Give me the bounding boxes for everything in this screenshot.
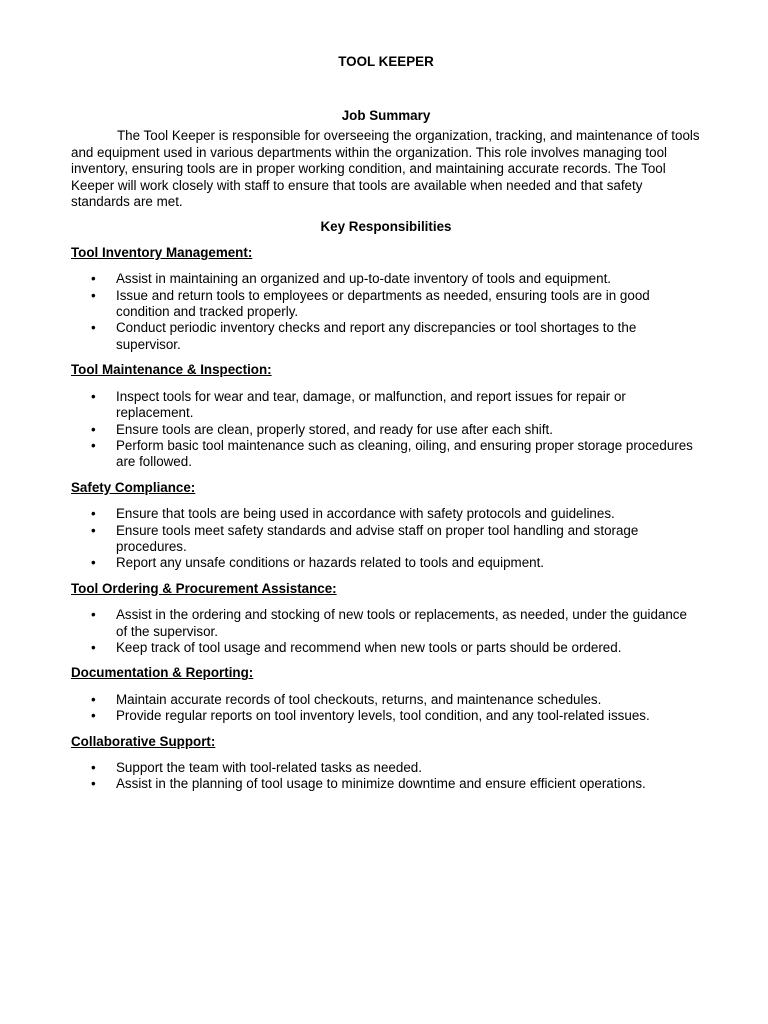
- list-item: [71, 288, 701, 321]
- bullet-icon: •: [91, 522, 96, 538]
- section-heading: Documentation & Reporting:: [71, 665, 254, 681]
- section-heading: Collaborative Support:: [71, 733, 216, 749]
- section-tool-maintenance-inspection: [71, 362, 701, 470]
- list-item-text: Maintain accurate records of tool checkouts, returns, and maintenance schedules.: [116, 691, 602, 707]
- bullet-list: [71, 506, 701, 572]
- list-item-text: Conduct periodic inventory checks and report any discrepancies or tool shortages to the supervisor.: [116, 320, 637, 352]
- bullet-list: [71, 607, 701, 656]
- list-item: [71, 640, 701, 656]
- list-item-text: Ensure tools are clean, properly stored, and ready for use after each shift.: [116, 421, 553, 437]
- bullet-list: [71, 271, 701, 353]
- bullet-icon: •: [91, 320, 96, 336]
- document-page: [71, 54, 701, 793]
- bullet-icon: •: [91, 506, 96, 522]
- bullet-icon: •: [91, 760, 96, 775]
- bullet-icon: •: [91, 421, 96, 437]
- list-item: [71, 271, 701, 287]
- bullet-icon: •: [91, 388, 96, 404]
- bullet-list: [71, 760, 701, 793]
- section-heading: Safety Compliance:: [71, 479, 196, 495]
- list-item: [71, 555, 701, 571]
- section-safety-compliance: [71, 480, 701, 572]
- list-item-text: Provide regular reports on tool inventory levels, tool condition, and any tool-related issues.: [116, 708, 650, 724]
- list-item: [71, 320, 701, 353]
- list-item: [71, 607, 701, 640]
- list-item-text: Keep track of tool usage and recommend when new tools or parts should be ordered.: [116, 639, 622, 655]
- bullet-icon: •: [91, 555, 96, 571]
- list-item: [71, 506, 701, 522]
- bullet-icon: •: [91, 437, 96, 453]
- list-item-text: Ensure tools meet safety standards and advise staff on proper tool handling and storage procedures.: [116, 522, 639, 554]
- list-item-text: Inspect tools for wear and tear, damage, or malfunction, and report issues for repair or replacement.: [116, 388, 626, 421]
- document-title: TOOL KEEPER: [338, 54, 434, 69]
- section-heading: Tool Inventory Management:: [71, 244, 253, 260]
- section-heading: Tool Ordering & Procurement Assistance:: [71, 580, 337, 596]
- list-item: [71, 438, 701, 471]
- list-item-text: Issue and return tools to employees or departments as needed, ensuring tools are in good condition and tracked properly.: [116, 287, 650, 320]
- bullet-icon: •: [91, 708, 96, 724]
- list-item: [71, 776, 701, 792]
- section-heading: Tool Maintenance & Inspection:: [71, 362, 272, 378]
- bullet-icon: •: [91, 287, 96, 303]
- list-item: [71, 523, 701, 556]
- list-item-text: Perform basic tool maintenance such as cleaning, oiling, and ensuring proper storage procedures are followed.: [116, 437, 693, 470]
- bullet-icon: •: [91, 639, 96, 655]
- list-item: [71, 708, 701, 724]
- list-item-text: Assist in the ordering and stocking of new tools or replacements, as needed, under the guidance of the supervisor.: [116, 607, 687, 639]
- section-tool-ordering-procurement: [71, 581, 701, 657]
- list-item-text: Assist in the planning of tool usage to minimize downtime and ensure efficient operations.: [116, 776, 646, 792]
- list-item-text: Ensure that tools are being used in accordance with safety protocols and guidelines.: [116, 506, 615, 522]
- section-collaborative-support: [71, 734, 701, 793]
- bullet-icon: •: [91, 691, 96, 707]
- list-item-text: Report any unsafe conditions or hazards related to tools and equipment.: [116, 555, 545, 571]
- job-summary-heading: Job Summary: [341, 108, 431, 123]
- bullet-list: [71, 692, 701, 725]
- section-tool-inventory-management: [71, 245, 701, 353]
- job-summary-text: The Tool Keeper is responsible for overseeing the organization, tracking, and maintenance of tools and equipment used in various departments within the organization. This role involves managing tool inventory, ensuring tools are in proper working condition, and maintaining accurate records. The Tool Keeper will work closely with staff to ensure that tools are available when needed and that safety standards are met.: [71, 128, 700, 210]
- bullet-list: [71, 389, 701, 471]
- list-item: [71, 692, 701, 708]
- list-item-text: Support the team with tool-related tasks as needed.: [116, 760, 422, 775]
- key-responsibilities-heading: Key Responsibilities: [320, 219, 452, 235]
- bullet-icon: •: [91, 776, 96, 792]
- list-item: [71, 389, 701, 422]
- list-item-text: Assist in maintaining an organized and up-to-date inventory of tools and equipment.: [116, 271, 612, 287]
- list-item: [71, 422, 701, 438]
- bullet-icon: •: [91, 607, 96, 623]
- responsibility-sections: [71, 245, 701, 793]
- section-documentation-reporting: [71, 665, 701, 724]
- bullet-icon: •: [91, 271, 96, 287]
- list-item: [71, 760, 701, 776]
